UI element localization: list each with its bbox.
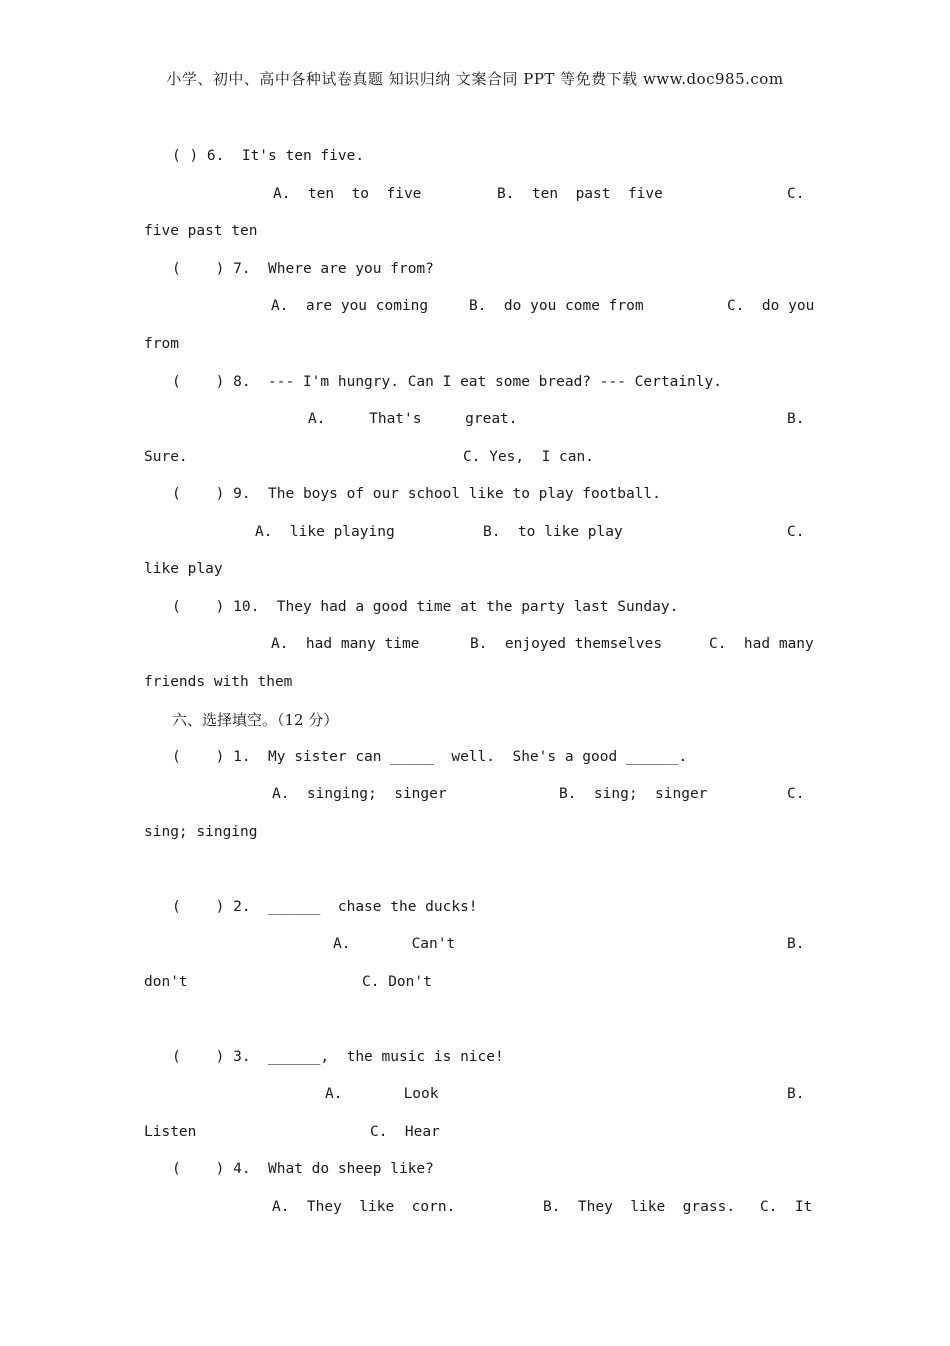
section6-question-2-stem: ( ) 2. ______ chase the ducks! xyxy=(172,899,478,915)
question-10-stem: ( ) 10. They had a good time at the party last Sunday. xyxy=(172,599,679,615)
question-9-option-a: A. like playing xyxy=(255,524,395,540)
section6-question-2-option-b: B. xyxy=(787,936,805,952)
question-10-option-a: A. had many time xyxy=(271,636,420,652)
section6-question-4-option-a: A. They like corn. xyxy=(272,1199,456,1215)
page-header: 小学、初中、高中各种试卷真题 知识归纳 文案合同 PPT 等免费下载 www.doc985.com xyxy=(166,70,784,88)
question-7-option-c: C. do you xyxy=(727,298,815,314)
question-10-option-c: C. had many xyxy=(709,636,814,652)
question-8-option-a: A. That's great. xyxy=(308,411,518,427)
section6-question-2-option-a: A. Can't xyxy=(333,936,456,952)
question-10-option-b: B. enjoyed themselves xyxy=(470,636,663,652)
section6-question-3-option-b: B. xyxy=(787,1086,805,1102)
section6-question-1-option-c: C. xyxy=(787,786,805,802)
section6-question-4-stem: ( ) 4. What do sheep like? xyxy=(172,1161,434,1177)
section6-question-2-option-b-text: don't xyxy=(144,974,188,990)
section6-question-4-option-c: C. It xyxy=(760,1199,813,1215)
question-8-option-b-text: Sure. xyxy=(144,449,188,465)
section-heading: 六、选择填空。（12 分） xyxy=(172,711,339,729)
question-9-stem: ( ) 9. The boys of our school like to play football. xyxy=(172,486,661,502)
question-7-option-c-text: from xyxy=(144,336,179,352)
section6-question-3-stem: ( ) 3. ______, the music is nice! xyxy=(172,1049,504,1065)
question-8-option-c: C. Yes, I can. xyxy=(463,449,594,465)
section6-question-4-option-b: B. They like grass. xyxy=(543,1199,736,1215)
question-9-option-b: B. to like play xyxy=(483,524,623,540)
question-6-option-b: B. ten past five xyxy=(497,186,663,202)
section6-question-2-option-c: C. Don't xyxy=(362,974,432,990)
section6-question-1-stem: ( ) 1. My sister can _____ well. She's a good ______. xyxy=(172,749,688,765)
section6-question-1-option-b: B. sing; singer xyxy=(559,786,708,802)
question-7-option-a: A. are you coming xyxy=(271,298,429,314)
question-10-option-c-text: friends with them xyxy=(144,674,293,690)
section6-question-3-option-c: C. Hear xyxy=(370,1124,440,1140)
question-6-stem: ( ) 6. It's ten five. xyxy=(172,148,365,164)
question-7-option-b: B. do you come from xyxy=(469,298,644,314)
section6-question-3-option-a: A. Look xyxy=(325,1086,439,1102)
question-8-stem: ( ) 8. --- I'm hungry. Can I eat some bread? --- Certainly. xyxy=(172,374,722,390)
question-7-stem: ( ) 7. Where are you from? xyxy=(172,261,434,277)
question-8-option-b: B. xyxy=(787,411,805,427)
question-6-option-a: A. ten to five xyxy=(273,186,422,202)
question-6-option-c-text: five past ten xyxy=(144,223,258,239)
question-6-option-c: C. xyxy=(787,186,805,202)
section6-question-1-option-a: A. singing; singer xyxy=(272,786,447,802)
question-9-option-c: C. xyxy=(787,524,805,540)
question-9-option-c-text: like play xyxy=(144,561,223,577)
section6-question-1-option-c-text: sing; singing xyxy=(144,824,258,840)
section6-question-3-option-b-text: Listen xyxy=(144,1124,197,1140)
